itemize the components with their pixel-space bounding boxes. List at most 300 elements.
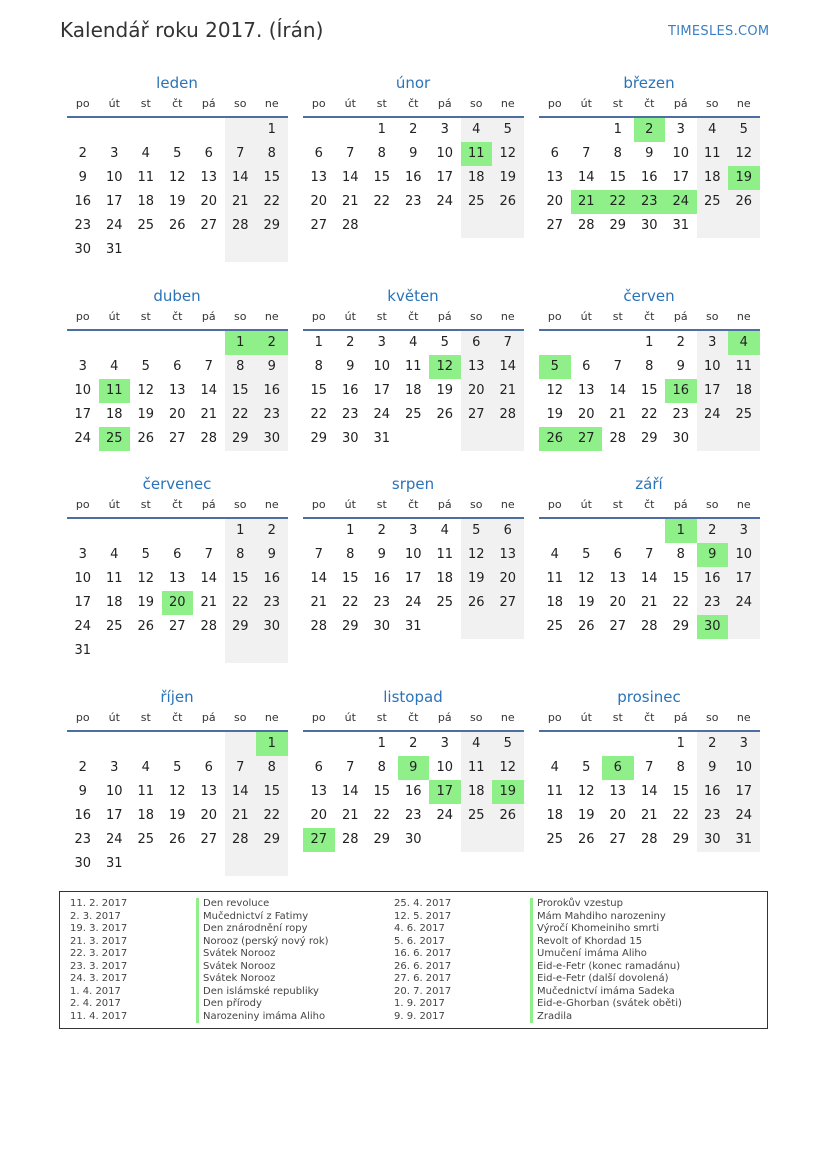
day-cell: 9 xyxy=(78,784,87,799)
month-title: listopad xyxy=(383,688,443,706)
day-cell: 20 xyxy=(577,407,595,422)
day-cell: 5 xyxy=(141,547,150,562)
day-cell: 21 xyxy=(310,595,328,610)
month-calendar xyxy=(67,686,287,876)
empty-cell xyxy=(539,331,571,355)
day-cell: 20 xyxy=(310,194,328,209)
weekday-header: út xyxy=(335,307,367,331)
day-cell: 8 xyxy=(346,547,355,562)
holiday-day-cell: 12 xyxy=(429,355,461,379)
day-cell: 27 xyxy=(200,218,218,233)
day-cell: 18 xyxy=(728,379,760,403)
day-cell: 2 xyxy=(78,146,87,161)
day-cell: 17 xyxy=(436,170,454,185)
day-cell: 19 xyxy=(168,194,186,209)
day-cell: 28 xyxy=(640,619,658,634)
holiday-day-cell: 22 xyxy=(602,190,634,214)
day-cell: 18 xyxy=(105,595,123,610)
day-cell: 4 xyxy=(110,359,119,374)
day-cell: 25 xyxy=(546,619,564,634)
holiday-day-cell: 1 xyxy=(225,331,257,355)
month-calendar xyxy=(539,686,759,852)
day-cell: 15 xyxy=(373,170,391,185)
weekday-header: po xyxy=(67,94,99,118)
day-cell: 7 xyxy=(314,547,323,562)
day-cell: 1 xyxy=(346,523,355,538)
holiday-name: Den revoluce xyxy=(203,898,270,909)
day-cell: 21 xyxy=(341,194,359,209)
day-cell: 8 xyxy=(225,355,257,379)
day-cell: 25 xyxy=(436,595,454,610)
day-cell: 15 xyxy=(341,571,359,586)
day-cell: 9 xyxy=(697,756,729,780)
holiday-name: Revolt of Khordad 15 xyxy=(537,935,643,947)
day-cell: 23 xyxy=(74,218,92,233)
weekday-header: út xyxy=(571,495,603,519)
day-cell: 17 xyxy=(373,383,391,398)
day-cell: 10 xyxy=(697,355,729,379)
weekday-header: st xyxy=(602,307,634,331)
empty-cell xyxy=(492,427,524,451)
empty-cell xyxy=(193,238,225,262)
day-cell: 2 xyxy=(409,122,418,137)
day-cell: 3 xyxy=(440,736,449,751)
day-cell: 31 xyxy=(105,242,123,257)
day-cell: 8 xyxy=(314,359,323,374)
weekday-header: čt xyxy=(398,94,430,118)
day-cell: 7 xyxy=(645,547,654,562)
day-cell: 7 xyxy=(492,331,524,355)
day-cell: 12 xyxy=(168,170,186,185)
day-cell: 3 xyxy=(728,732,760,756)
empty-cell xyxy=(492,214,524,238)
empty-cell xyxy=(193,118,225,142)
empty-cell xyxy=(571,732,603,756)
month-calendar xyxy=(303,686,523,852)
day-cell: 14 xyxy=(225,780,257,804)
day-cell: 20 xyxy=(200,808,218,823)
empty-cell xyxy=(130,519,162,543)
day-cell: 12 xyxy=(137,571,155,586)
day-cell: 13 xyxy=(310,784,328,799)
day-cell: 4 xyxy=(141,760,150,775)
day-cell: 18 xyxy=(137,194,155,209)
empty-cell xyxy=(571,331,603,355)
day-cell: 10 xyxy=(728,543,760,567)
empty-cell xyxy=(193,852,225,876)
day-cell: 24 xyxy=(728,804,760,828)
day-cell: 28 xyxy=(200,431,218,446)
day-cell: 20 xyxy=(310,808,328,823)
holiday-name: Eid-e-Ghorban (svátek oběti) xyxy=(537,998,682,1009)
weekday-header: ne xyxy=(728,94,760,118)
holiday-date: 5. 6. 2017 xyxy=(394,935,445,947)
empty-cell xyxy=(225,852,257,876)
day-cell: 16 xyxy=(404,784,422,799)
weekday-header: po xyxy=(539,708,571,732)
empty-cell xyxy=(225,238,257,262)
empty-cell xyxy=(256,639,288,663)
weekday-header: po xyxy=(303,94,335,118)
day-cell: 26 xyxy=(492,190,524,214)
day-cell: 14 xyxy=(609,383,627,398)
day-cell: 30 xyxy=(256,615,288,639)
holiday-date: 27. 6. 2017 xyxy=(394,973,452,984)
empty-cell xyxy=(225,639,257,663)
day-cell: 29 xyxy=(256,828,288,852)
day-cell: 26 xyxy=(168,218,186,233)
month-title: červen xyxy=(623,287,675,305)
day-grid xyxy=(539,708,759,852)
day-cell: 14 xyxy=(341,784,359,799)
empty-cell xyxy=(130,331,162,355)
holiday-name: Umučení imáma Aliho xyxy=(537,948,647,959)
weekday-header: út xyxy=(99,307,131,331)
empty-cell xyxy=(130,639,162,663)
day-cell: 14 xyxy=(640,784,658,799)
day-cell: 6 xyxy=(582,359,591,374)
weekday-header: ne xyxy=(256,495,288,519)
holiday-day-cell: 27 xyxy=(303,828,335,852)
day-cell: 18 xyxy=(697,166,729,190)
holiday-date: 24. 3. 2017 xyxy=(70,973,128,984)
day-cell: 22 xyxy=(256,804,288,828)
day-grid xyxy=(303,307,523,451)
legend-dates-right xyxy=(394,898,514,1023)
day-cell: 27 xyxy=(168,619,186,634)
day-cell: 11 xyxy=(137,170,155,185)
holiday-day-cell: 23 xyxy=(634,190,666,214)
day-cell: 19 xyxy=(168,808,186,823)
weekday-header: so xyxy=(225,94,257,118)
day-cell: 4 xyxy=(550,547,559,562)
day-cell: 18 xyxy=(137,808,155,823)
empty-cell xyxy=(162,519,194,543)
day-cell: 24 xyxy=(404,595,422,610)
weekday-header: ne xyxy=(256,307,288,331)
holiday-name: Mučednictví imáma Sadeka xyxy=(537,985,675,997)
day-cell: 18 xyxy=(461,780,493,804)
day-cell: 10 xyxy=(105,170,123,185)
day-cell: 31 xyxy=(728,828,760,852)
day-cell: 12 xyxy=(577,784,595,799)
day-cell: 30 xyxy=(404,832,422,847)
weekday-header: po xyxy=(67,495,99,519)
day-cell: 25 xyxy=(137,832,155,847)
day-grid xyxy=(67,495,287,663)
day-cell: 21 xyxy=(225,804,257,828)
holiday-name: Eid-e-Fetr (další dovolená) xyxy=(537,973,669,984)
holiday-date: 21. 3. 2017 xyxy=(70,935,128,947)
day-cell: 25 xyxy=(404,407,422,422)
day-cell: 12 xyxy=(492,142,524,166)
day-cell: 8 xyxy=(377,146,386,161)
holiday-day-cell: 17 xyxy=(429,780,461,804)
empty-cell xyxy=(162,732,194,756)
day-cell: 13 xyxy=(200,170,218,185)
month-calendar xyxy=(539,285,759,451)
weekday-header: st xyxy=(602,495,634,519)
day-cell: 5 xyxy=(173,146,182,161)
day-cell: 10 xyxy=(728,756,760,780)
weekday-header: pá xyxy=(193,495,225,519)
weekday-header: čt xyxy=(162,94,194,118)
empty-cell xyxy=(99,639,131,663)
empty-cell xyxy=(429,214,461,238)
day-cell: 28 xyxy=(225,214,257,238)
day-cell: 11 xyxy=(105,571,123,586)
empty-cell xyxy=(256,852,288,876)
day-cell: 18 xyxy=(436,571,454,586)
day-cell: 27 xyxy=(546,218,564,233)
holiday-name: Zradila xyxy=(537,1010,573,1022)
day-cell: 17 xyxy=(672,170,690,185)
holiday-day-cell: 19 xyxy=(728,166,760,190)
day-cell: 5 xyxy=(461,519,493,543)
empty-cell xyxy=(193,519,225,543)
day-cell: 31 xyxy=(105,856,123,871)
day-cell: 28 xyxy=(640,832,658,847)
day-cell: 15 xyxy=(256,166,288,190)
day-cell: 1 xyxy=(613,122,622,137)
brand-link[interactable]: TIMESLES.COM xyxy=(668,24,770,39)
empty-cell xyxy=(256,238,288,262)
day-cell: 28 xyxy=(341,832,359,847)
day-cell: 8 xyxy=(225,543,257,567)
holiday-day-cell: 26 xyxy=(539,427,571,451)
empty-cell xyxy=(539,519,571,543)
empty-cell xyxy=(99,519,131,543)
empty-cell xyxy=(492,828,524,852)
weekday-header: st xyxy=(130,495,162,519)
month-title: únor xyxy=(395,74,431,92)
day-cell: 21 xyxy=(200,407,218,422)
holiday-legend xyxy=(59,891,768,1029)
holiday-day-cell: 27 xyxy=(571,427,603,451)
day-cell: 5 xyxy=(440,335,449,350)
month-title: leden xyxy=(156,74,198,92)
day-cell: 25 xyxy=(461,804,493,828)
day-cell: 20 xyxy=(492,567,524,591)
legend-names-left xyxy=(196,898,388,1023)
day-cell: 17 xyxy=(404,571,422,586)
empty-cell xyxy=(130,852,162,876)
day-cell: 10 xyxy=(672,146,690,161)
day-cell: 1 xyxy=(225,519,257,543)
day-cell: 30 xyxy=(672,431,690,446)
holiday-name: Den znárodnění ropy xyxy=(203,923,308,934)
month-calendar xyxy=(67,72,287,262)
month-calendar xyxy=(303,72,523,238)
holiday-date: 26. 6. 2017 xyxy=(394,960,452,972)
empty-cell xyxy=(602,732,634,756)
day-grid xyxy=(303,708,523,852)
weekday-header: so xyxy=(461,94,493,118)
day-cell: 26 xyxy=(168,832,186,847)
weekday-header: pá xyxy=(429,708,461,732)
empty-cell xyxy=(193,732,225,756)
weekday-header: po xyxy=(67,708,99,732)
day-cell: 3 xyxy=(110,146,119,161)
weekday-header: čt xyxy=(162,307,194,331)
day-grid xyxy=(303,94,523,238)
day-cell: 24 xyxy=(105,218,123,233)
day-cell: 8 xyxy=(613,146,622,161)
day-cell: 13 xyxy=(609,571,627,586)
day-cell: 6 xyxy=(314,146,323,161)
empty-cell xyxy=(398,427,430,451)
day-cell: 5 xyxy=(173,760,182,775)
day-cell: 11 xyxy=(728,355,760,379)
day-cell: 15 xyxy=(609,170,627,185)
month-calendar xyxy=(303,285,523,451)
holiday-date: 19. 3. 2017 xyxy=(70,923,128,934)
day-cell: 29 xyxy=(640,431,658,446)
day-cell: 5 xyxy=(582,760,591,775)
day-cell: 11 xyxy=(436,547,454,562)
day-cell: 20 xyxy=(168,407,186,422)
empty-cell xyxy=(67,331,99,355)
day-cell: 14 xyxy=(200,383,218,398)
month-calendar xyxy=(539,72,759,238)
day-cell: 4 xyxy=(461,118,493,142)
day-cell: 16 xyxy=(341,383,359,398)
day-cell: 10 xyxy=(105,784,123,799)
holiday-date: 1. 4. 2017 xyxy=(70,985,121,997)
day-cell: 24 xyxy=(697,403,729,427)
day-cell: 25 xyxy=(546,832,564,847)
day-cell: 23 xyxy=(341,407,359,422)
day-cell: 26 xyxy=(137,619,155,634)
holiday-date: 11. 2. 2017 xyxy=(70,898,128,909)
day-cell: 7 xyxy=(204,359,213,374)
empty-cell xyxy=(99,331,131,355)
day-cell: 3 xyxy=(697,331,729,355)
weekday-header: so xyxy=(697,495,729,519)
weekday-header: st xyxy=(130,307,162,331)
day-cell: 22 xyxy=(225,403,257,427)
day-cell: 1 xyxy=(377,736,386,751)
day-cell: 13 xyxy=(492,543,524,567)
weekday-header: pá xyxy=(429,94,461,118)
empty-cell xyxy=(303,519,335,543)
day-cell: 20 xyxy=(609,595,627,610)
day-cell: 12 xyxy=(461,543,493,567)
day-cell: 10 xyxy=(404,547,422,562)
weekday-header: ne xyxy=(492,94,524,118)
day-cell: 28 xyxy=(200,619,218,634)
empty-cell xyxy=(130,238,162,262)
day-cell: 15 xyxy=(225,379,257,403)
day-cell: 3 xyxy=(728,519,760,543)
weekday-header: so xyxy=(697,708,729,732)
holiday-day-cell: 16 xyxy=(665,379,697,403)
day-cell: 21 xyxy=(341,808,359,823)
day-cell: 7 xyxy=(645,760,654,775)
day-cell: 28 xyxy=(577,218,595,233)
day-cell: 9 xyxy=(409,146,418,161)
holiday-name: Eid-e-Fetr (konec ramadánu) xyxy=(537,960,681,972)
day-cell: 9 xyxy=(256,543,288,567)
empty-cell xyxy=(67,118,99,142)
holiday-day-cell: 25 xyxy=(99,427,131,451)
day-cell: 2 xyxy=(697,732,729,756)
weekday-header: po xyxy=(539,94,571,118)
day-grid xyxy=(67,307,287,451)
day-cell: 5 xyxy=(728,118,760,142)
day-cell: 31 xyxy=(672,218,690,233)
day-cell: 9 xyxy=(256,355,288,379)
empty-cell xyxy=(162,852,194,876)
day-cell: 25 xyxy=(105,619,123,634)
holiday-name: Mučednictví z Fatimy xyxy=(203,910,309,922)
day-cell: 22 xyxy=(225,591,257,615)
day-cell: 20 xyxy=(461,379,493,403)
holiday-date: 25. 4. 2017 xyxy=(394,898,452,909)
day-cell: 21 xyxy=(225,190,257,214)
holiday-name: Výročí Khomeiniho smrti xyxy=(537,923,660,934)
day-cell: 29 xyxy=(672,832,690,847)
empty-cell xyxy=(461,214,493,238)
day-cell: 20 xyxy=(200,194,218,209)
day-cell: 5 xyxy=(492,732,524,756)
day-cell: 27 xyxy=(609,832,627,847)
page-title: Kalendář roku 2017. (Írán) xyxy=(60,18,324,42)
day-cell: 2 xyxy=(409,736,418,751)
day-grid xyxy=(303,495,523,639)
day-cell: 14 xyxy=(200,571,218,586)
day-cell: 25 xyxy=(697,190,729,214)
day-cell: 4 xyxy=(697,118,729,142)
empty-cell xyxy=(728,427,760,451)
day-cell: 17 xyxy=(74,407,92,422)
empty-cell xyxy=(193,331,225,355)
day-cell: 24 xyxy=(728,591,760,615)
day-cell: 7 xyxy=(225,142,257,166)
weekday-header: ne xyxy=(256,708,288,732)
holiday-day-cell: 11 xyxy=(461,142,493,166)
day-cell: 13 xyxy=(461,355,493,379)
day-cell: 16 xyxy=(373,571,391,586)
day-cell: 17 xyxy=(697,379,729,403)
empty-cell xyxy=(303,732,335,756)
weekday-header: út xyxy=(99,708,131,732)
holiday-day-cell: 11 xyxy=(99,379,131,403)
day-cell: 22 xyxy=(672,808,690,823)
day-cell: 28 xyxy=(341,218,359,233)
month-title: prosinec xyxy=(617,688,681,706)
holiday-day-cell: 19 xyxy=(492,780,524,804)
weekday-header: čt xyxy=(162,708,194,732)
day-cell: 9 xyxy=(377,547,386,562)
empty-cell xyxy=(429,615,461,639)
day-cell: 17 xyxy=(105,194,123,209)
day-cell: 29 xyxy=(672,619,690,634)
weekday-header: ne xyxy=(728,495,760,519)
weekday-header: pá xyxy=(193,94,225,118)
day-cell: 8 xyxy=(377,760,386,775)
empty-cell xyxy=(602,519,634,543)
day-cell: 22 xyxy=(373,808,391,823)
weekday-header: pá xyxy=(429,307,461,331)
holiday-date: 4. 6. 2017 xyxy=(394,923,445,934)
empty-cell xyxy=(697,427,729,451)
day-cell: 12 xyxy=(728,142,760,166)
month-title: srpen xyxy=(391,475,435,493)
day-cell: 15 xyxy=(640,383,658,398)
month-calendar xyxy=(67,473,287,663)
day-cell: 4 xyxy=(409,335,418,350)
